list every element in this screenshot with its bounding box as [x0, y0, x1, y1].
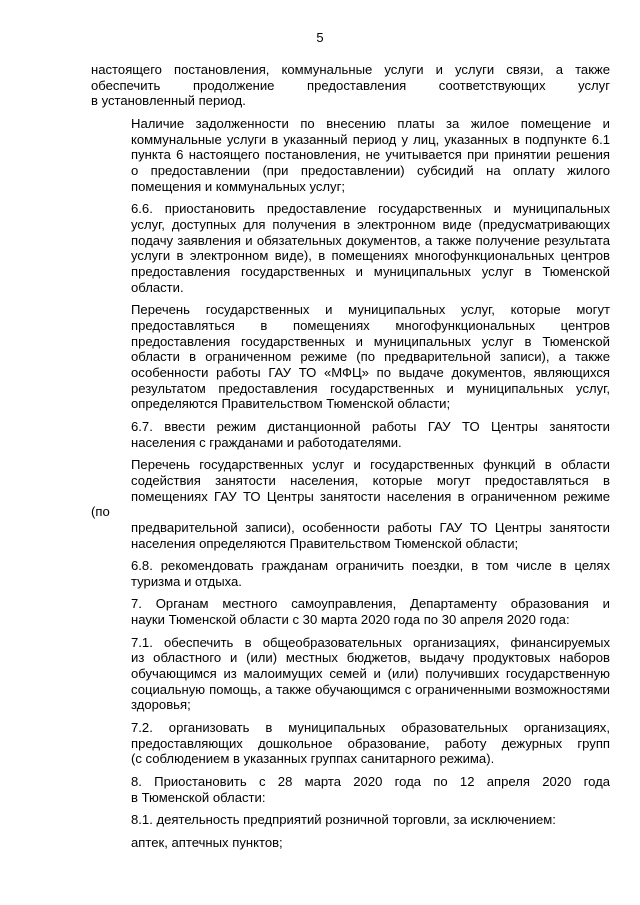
text-line: области.	[131, 279, 184, 295]
paragraph	[91, 720, 610, 767]
text-line: науки Тюменской области с 30 марта 2020 года по 30 апреля 2020 года:	[131, 612, 570, 628]
text-line: 6.7. ввести режим дистанционной работы ГАУ ТО Центры занятости	[131, 418, 610, 434]
document-body	[91, 62, 610, 857]
paragraph	[91, 419, 610, 450]
text-line: аптек, аптечных пунктов;	[131, 834, 283, 850]
paragraph	[91, 596, 610, 627]
text-line: предоставления государственных и муниципальных услуг в Тюменской	[131, 333, 610, 349]
text-line: определяются Правительством Тюменской области;	[131, 396, 451, 412]
text-line: Перечень государственных услуг и государственных функций в области	[131, 457, 610, 473]
text-line: области в ограниченном режиме (по предварительной записи), а также	[131, 349, 610, 365]
text-line: 7.2. организовать в муниципальных образовательных организациях,	[131, 719, 610, 735]
paragraph	[91, 201, 610, 295]
text-line: здоровья;	[131, 697, 191, 713]
text-line: подачу заявления и обязательных документов, а также получение результата	[131, 232, 610, 248]
text-line: о предоставлении (при предоставлении) субсидий на оплату жилого	[131, 163, 610, 179]
paragraph	[91, 835, 610, 851]
text-line: помещения и коммунальных услуг;	[131, 178, 345, 194]
text-line: особенности работы ГАУ ТО «МФЦ» по выдаче документов, являющихся	[131, 365, 610, 381]
paragraph	[91, 62, 610, 109]
paragraph	[91, 774, 610, 805]
text-line: 8.1. деятельность предприятий розничной торговли, за исключением:	[131, 812, 556, 827]
text-line: 8. Приостановить с 28 марта 2020 года по 12 апреля 2020 года	[131, 773, 610, 789]
text-line: настоящего постановления, коммунальные услуги и услуги связи, а также	[91, 62, 610, 77]
text-line: результатом предоставления государственных и муниципальных услуг,	[131, 380, 610, 396]
text-line: 7.1. обеспечить в общеобразовательных организациях, финансируемых	[131, 634, 610, 650]
text-line: предоставляться в помещениях многофункциональных центров	[131, 317, 610, 333]
text-line: Наличие задолженности по внесению платы за жилое помещение и	[131, 115, 610, 131]
text-line: коммунальные услуги в указанный период у лиц, указанных в подпункте 6.1	[131, 131, 610, 147]
text-line: предоставляющих дошкольное образование, работу дежурных групп	[131, 735, 610, 751]
text-line: 6.8. рекомендовать гражданам ограничить поездки, в том числе в целях	[131, 558, 610, 574]
paragraph	[91, 457, 610, 551]
text-line: 6.6. приостановить предоставление государственных и муниципальных	[131, 201, 610, 217]
paragraph	[91, 812, 610, 828]
text-line: Перечень государственных и муниципальных услуг, которые могут	[131, 302, 610, 318]
paragraph	[91, 116, 610, 195]
paragraph	[91, 558, 610, 589]
text-line: предварительной записи), особенности работы ГАУ ТО Центры занятости	[131, 519, 610, 535]
text-line: социальную помощь, а также обучающимся с ограниченными возможностями	[131, 681, 610, 697]
text-line: в Тюменской области:	[131, 789, 266, 805]
text-line: (с соблюдением в указанных группах санитарного режима).	[131, 751, 495, 767]
text-line: 7. Органам местного самоуправления, Департаменту образования и	[131, 596, 610, 612]
text-line: услуг, доступных для получения в электронном виде (предусматривающих	[131, 216, 610, 232]
text-line: туризма и отдыха.	[131, 573, 242, 589]
text-line: услуги в электронном виде), в помещениях многофункциональных центров	[131, 248, 610, 264]
text-line: из областного и (или) местных бюджетов, выдачу продуктовых наборов	[131, 650, 610, 666]
text-line: населения с гражданами и работодателями.	[131, 434, 402, 450]
text-line: помещениях ГАУ ТО Центры занятости населения в ограниченном режиме (по	[91, 488, 610, 520]
page-number: 5	[316, 30, 324, 45]
text-line: обеспечить продолжение предоставления соответствующих услуг	[91, 77, 610, 93]
paragraph	[91, 302, 610, 412]
text-line: пункта 6 настоящего постановления, не учитывается при принятии решения	[131, 147, 610, 163]
paragraph	[91, 635, 610, 714]
text-line: содействия занятости населения, которые могут предоставляться в	[131, 472, 610, 488]
text-line: в установленный период.	[91, 93, 246, 109]
text-line: обучающимся из малоимущих семей и (или) получивших государственную	[131, 665, 610, 681]
text-line: населения определяются Правительством Тюменской области;	[131, 535, 519, 551]
text-line: предоставления государственных и муниципальных услуг в Тюменской	[131, 264, 610, 280]
